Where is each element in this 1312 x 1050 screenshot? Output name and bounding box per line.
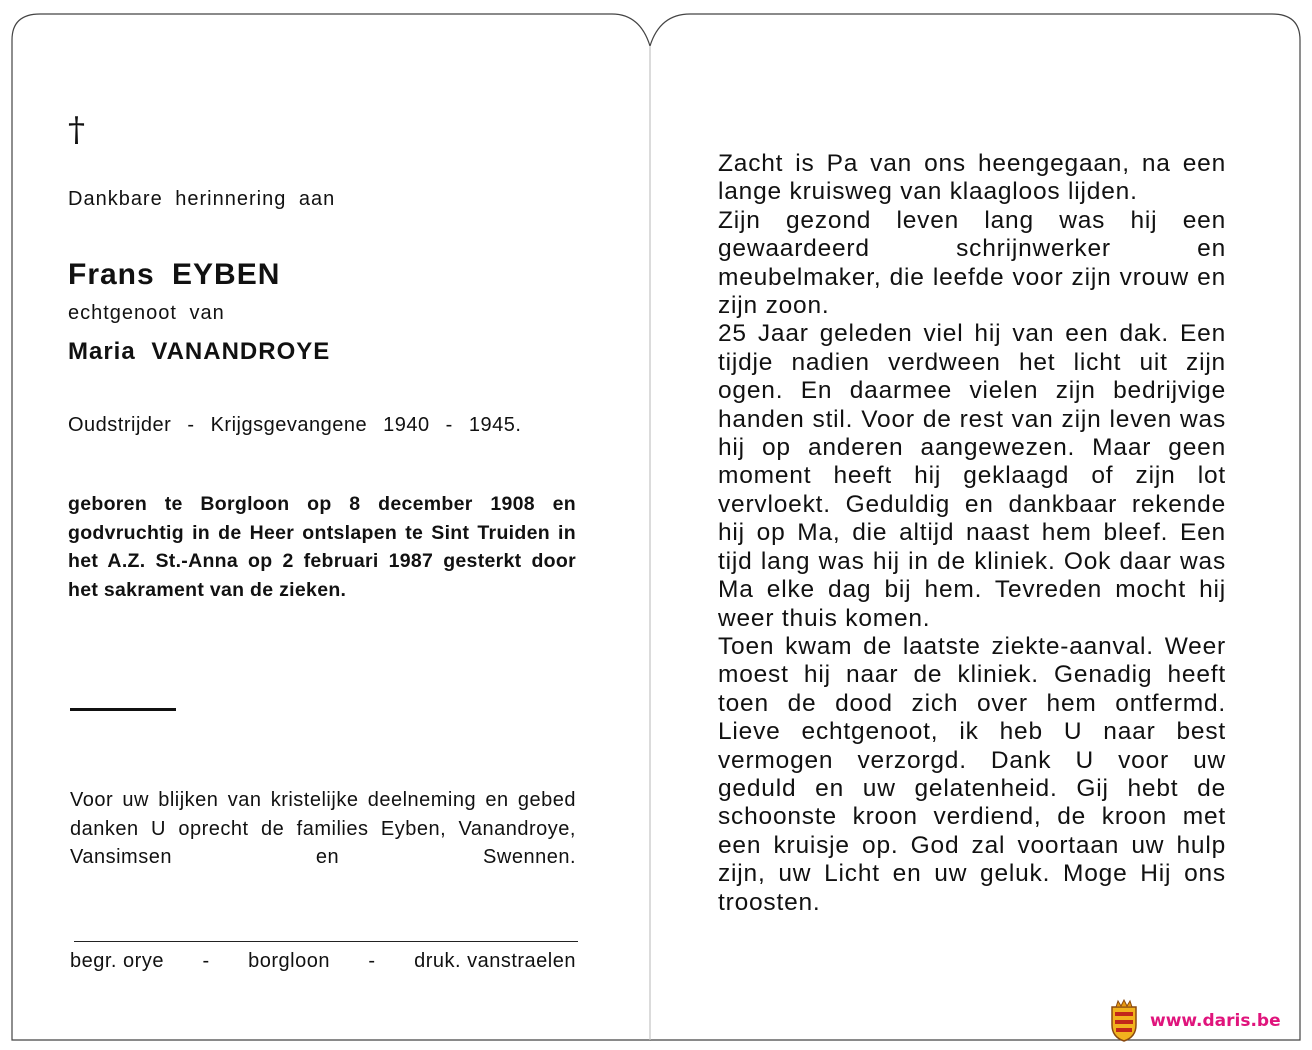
long-divider	[74, 941, 578, 942]
memorial-paragraph: Zacht is Pa van ons heengegaan, na een lange kruisweg van klaagloos lijden.	[718, 150, 1226, 206]
printer-part-3: druk. vanstraelen	[414, 950, 576, 972]
short-divider	[70, 708, 176, 711]
cross-symbol: †	[68, 110, 85, 150]
watermark	[1108, 998, 1308, 1044]
printer-separator-1: -	[202, 950, 210, 972]
status-line: Oudstrijder - Krijgsgevangene 1940 - 1945.	[68, 414, 522, 436]
deceased-name: Frans EYBEN	[68, 258, 281, 291]
left-page	[68, 0, 580, 1050]
biography: geboren te Borgloon op 8 december 1908 en godvruchtig in de Heer ontslapen te Sint Truiden in het A.Z. St.-Anna op 2 februari 1987 gesterkt door het sakrament van de zieken.	[68, 493, 576, 601]
printer-part-2: borgloon	[248, 950, 330, 972]
intro-text: Dankbare herinnering aan	[68, 188, 336, 210]
memorial-paragraph: Toen kwam de laatste ziekte-aanval. Weer moest hij naar de kliniek. Genadig heeft toen de dood zich over hem ontfermd. Lieve echtgenoot, ik heb U naar best vermogen verzorgd. Dank U voor uw geduld en uw gelatenheid. Gij hebt de schoonste kroon verdiend, de kroon met een kruisje op. God zal voortaan uw hulp zijn, uw Licht en uw geluk. Moge Hij ons troosten.	[718, 632, 1226, 916]
right-page	[718, 150, 1230, 917]
coat-of-arms-icon	[1108, 999, 1140, 1043]
watermark-text: www.daris.be	[1150, 1011, 1281, 1031]
thanks-text: Voor uw blijken van kristelijke deelneming en gebed danken U oprecht de families Eyben, Vanandroye, Vansimsen en Swennen.	[70, 789, 576, 868]
printer-separator-2: -	[368, 950, 376, 972]
printer-credits	[70, 950, 576, 973]
spouse-label: echtgenoot van	[68, 302, 225, 324]
spouse-name: Maria VANANDROYE	[68, 338, 331, 365]
memorial-text	[718, 150, 1226, 917]
printer-part-1: begr. orye	[70, 950, 164, 972]
memorial-paragraph: 25 Jaar geleden viel hij van een dak. Een tijdje nadien verdween het licht uit zijn ogen. En daarmee vielen zijn bedrijvige handen stil. Voor de rest van zijn leven was hij op anderen aangewezen. Maar geen moment heeft hij geklaagd of zijn lot vervloekt. Geduldig en dankbaar rekende hij op Ma, die altijd naast hem bleef. Een tijd lang was hij in de kliniek. Ook daar was Ma elke dag bij hem. Tevreden mocht hij weer thuis komen.	[718, 320, 1226, 632]
memorial-paragraph: Zijn gezond leven lang was hij een gewaardeerd schrijnwerker en meubelmaker, die leefde voor zijn vrouw en zijn zoon.	[718, 206, 1226, 320]
